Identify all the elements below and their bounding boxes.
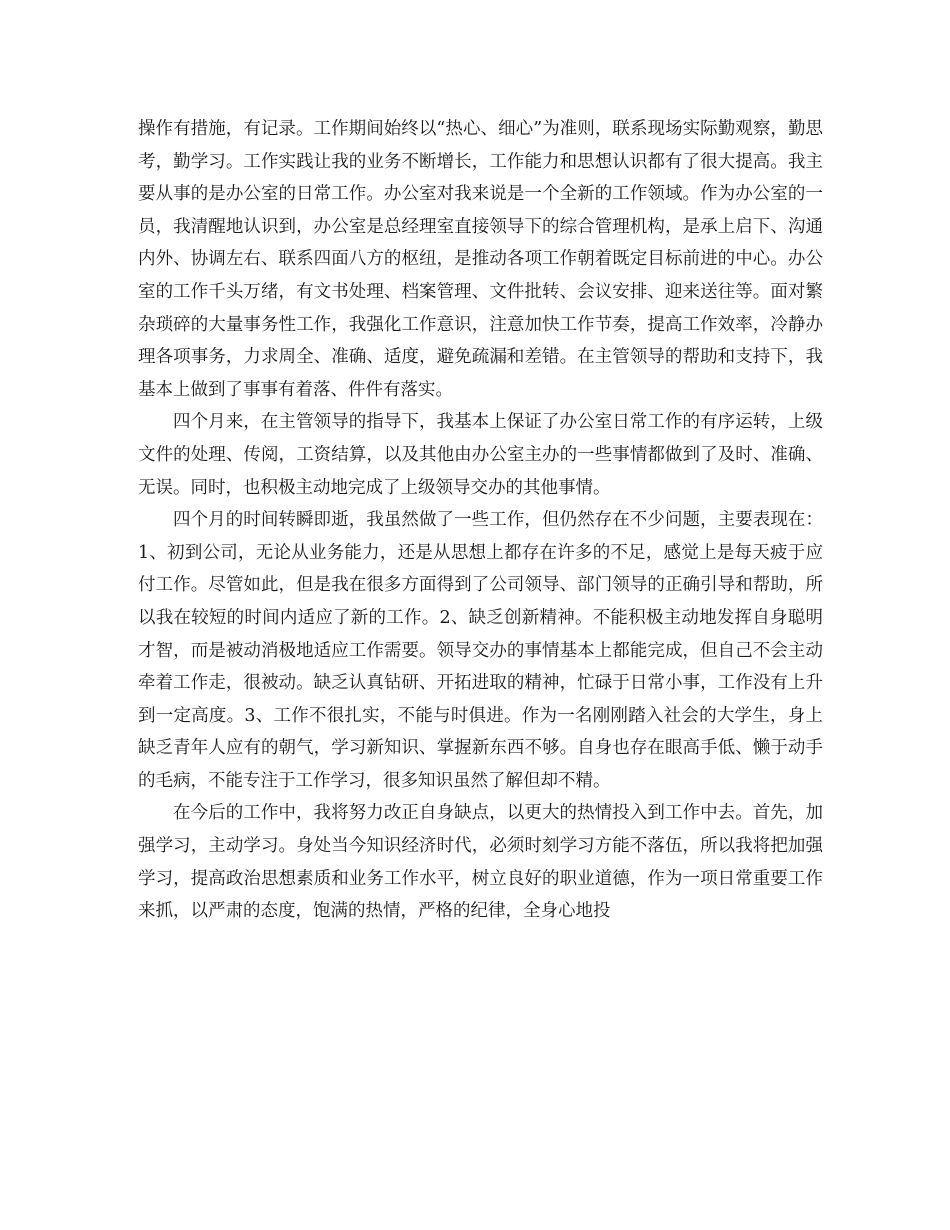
paragraph-3: 四个月的时间转瞬即逝，我虽然做了一些工作，但仍然存在不少问题，主要表现在：1、初到公司，无论从业务能力，还是从思想上都存在许多的不足，感觉上是每天疲于应付工作。尽管如此，但是我在很多方面得到了公司领导、部门领导的正确引导和帮助，所以我在较短的时间内适应了新的工作。2、缺乏创新精神。不能积极主动地发挥自身聪明才智，而是被动消极地适应工作需要。领导交办的事情基本上都能完成，但自己不会主动牵着工作走，很被动。缺乏认真钻研、开拓进取的精神，忙碌于日常小事，工作没有上升到一定高度。3、工作不很扎实，不能与时俱进。作为一名刚刚踏入社会的大学生，身上缺乏青年人应有的朝气，学习新知识、掌握新东西不够。自身也存在眼高手低、懒于动手的毛病，不能专注于工作学习，很多知识虽然了解但却不精。 [138, 510, 823, 791]
paragraph-2: 四个月来，在主管领导的指导下，我基本上保证了办公室日常工作的有序运转，上级文件的处理、传阅，工资结算，以及其他由办公室主办的一些事情都做到了及时、准确、无误。同时，也积极主动地完成了上级领导交办的其他事情。 [138, 412, 823, 498]
paragraph-4: 在今后的工作中，我将努力改正自身缺点，以更大的热情投入到工作中去。首先，加强学习，主动学习。身处当今知识经济时代，必须时刻学习方能不落伍，所以我将把加强学习，提高政治思想素质和业务工作水平，树立良好的职业道德，作为一项日常重要工作来抓，以严肃的态度，饱满的热情，严格的纪律，全身心地投 [138, 803, 823, 922]
paragraph-1: 操作有措施，有记录。工作期间始终以“热心、细心”为准则，联系现场实际勤观察，勤思考，勤学习。工作实践让我的业务不断增长，工作能力和思想认识都有了很大提高。我主要从事的是办公室的日常工作。办公室对我来说是一个全新的工作领域。作为办公室的一员，我清醒地认识到，办公室是总经理室直接领导下的综合管理机构，是承上启下、沟通内外、协调左右、联系四面八方的枢纽，是推动各项工作朝着既定目标前进的中心。办公室的工作千头万绪，有文书处理、档案管理、文件批转、会议安排、迎来送往等。面对繁杂琐碎的大量事务性工作，我强化工作意识，注意加快工作节奏，提高工作效率，冷静办理各项事务，力求周全、准确、适度，避免疏漏和差错。在主管领导的帮助和支持下，我基本上做到了事事有着落、件件有落实。 [138, 119, 823, 400]
document-page [138, 113, 823, 928]
